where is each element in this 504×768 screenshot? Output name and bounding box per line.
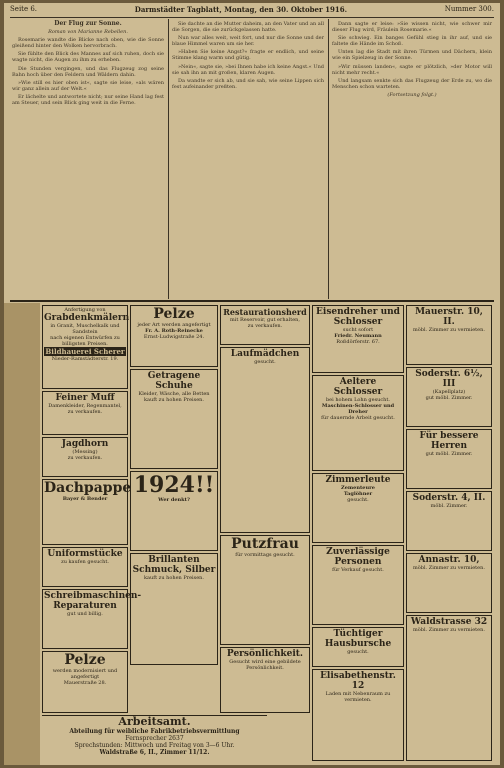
- article-column-1: [12, 21, 164, 297]
- ad-line: gut und billig.: [67, 611, 103, 617]
- ad-line: mit Reservoir, gut erhalten,: [230, 317, 300, 323]
- ad-headline: Laufmädchen: [230, 349, 300, 359]
- paragraph: Da wandte er sich ab, und sie sah, wie seine Lippen sich fest aufeinander preßten.: [172, 77, 324, 90]
- ad-line: gut möbl. Zimmer.: [425, 395, 473, 401]
- paragraph: »Haben Sie keine Angst?« fragte er endlich, und seine Stimme klang warm und gütig.: [172, 49, 324, 62]
- ad-line: werden modernisiert und angefertigt: [52, 668, 118, 680]
- ad-line: zu verkaufen.: [67, 409, 103, 415]
- ad-jagdhorn: [42, 437, 128, 477]
- ad-persoenlichkeit: [220, 647, 310, 713]
- torn-edge: [4, 303, 40, 765]
- ad-headline: Schreibmaschinen-: [44, 591, 142, 601]
- ad-headline: Grabdenkmälern: [44, 313, 130, 323]
- ad-annastr: [406, 553, 492, 613]
- ad-address: Ernst-Ludwigstraße 24.: [143, 334, 205, 340]
- ad-line: Kleider, Wäsche, alle Betten: [138, 391, 210, 397]
- ad-dachpappe: [42, 479, 132, 545]
- ad-line: Maschinen-Schlosser und Dreher: [321, 403, 395, 415]
- ad-line: jeder Art werden angefertigt: [137, 322, 211, 328]
- ad-headline: Persönlichkeit.: [226, 649, 304, 659]
- ad-schlosser: [312, 375, 404, 471]
- ad-line: zu verkaufen.: [67, 455, 103, 461]
- paragraph: Sie schwieg. Ein banges Gefühl stieg in ihr auf, und sie faltete die Hände im Schoß.: [332, 35, 492, 48]
- ad-line: (Messing): [72, 449, 98, 455]
- masthead: Darmstädter Tagblatt, Montag, den 30. Oktober 1916.: [134, 5, 348, 14]
- paragraph: Sie fühlte den Blick des Mannes auf sich ruhen, doch sie wagte nicht, die Augen zu ihm zu erheben.: [12, 51, 164, 64]
- ad-pelze-bottom: [42, 651, 128, 713]
- paragraph: Sie dachte an die Mutter daheim, an den Vater und an all die Sorgen, die sie zurückgelassen hatte.: [172, 21, 324, 34]
- ad-line: möbl. Zimmer zu vermieten.: [413, 565, 485, 571]
- ad-line: möbl. Zimmer zu vermieten.: [413, 627, 485, 633]
- ad-line: kauft zu hohen Preisen.: [144, 397, 204, 403]
- ad-headline: Uniformstücke: [47, 549, 123, 559]
- paragraph: »Wie still es hier oben ist«, sagte sie leise, »als wären wir ganz allein auf der Welt.«: [12, 79, 164, 92]
- ad-line: in Granit, Muschelkalk und Sandstein: [50, 323, 120, 335]
- ad-line: sucht sofort: [342, 327, 374, 333]
- ad-laufmaedchen: [220, 347, 310, 533]
- ad-zimmerleute: [312, 473, 404, 543]
- column-divider: [168, 19, 169, 299]
- ad-firm: Friedr. Neumann: [334, 333, 382, 339]
- ad-line: Laden mit Nebenraum zu vermieten.: [325, 691, 391, 703]
- ad-headline: Pelze: [153, 306, 195, 322]
- ad-headline: Annastr. 10,: [418, 555, 480, 565]
- continuation-note: (Fortsetzung folgt.): [387, 91, 437, 98]
- article-title: Der Flug zur Sonne.: [54, 20, 122, 27]
- paragraph: Und langsam senkte sich das Flugzeug der Erde zu, wo die Menschen schon warteten.: [332, 77, 492, 90]
- ad-address: Waldstraße 6, II., Zimmer 11/12.: [99, 749, 210, 756]
- ad-headline: Pelze: [64, 652, 106, 668]
- ad-grabdenkmaeler: [42, 305, 128, 389]
- paragraph: Die Stunden vergingen, und das Flugzeug zog seine Bahn hoch über den Feldern und Wäldern dahin.: [12, 65, 164, 78]
- ad-headline: Feiner Muff: [55, 393, 115, 403]
- ad-headline: Waldstrasse 32: [410, 617, 488, 627]
- ad-headline: Mauerstr. 10, II.: [415, 307, 483, 327]
- newspaper-page: [4, 3, 500, 765]
- ad-herren: [406, 429, 492, 489]
- ad-mauerstr: [406, 305, 492, 365]
- ad-line: Zementeure: [341, 485, 375, 491]
- paragraph: Nun war alles weit, weit fort, und nur die Sonne und der blaue Himmel waren um sie her.: [172, 35, 324, 48]
- ad-firm: Fr. A. Roth-Reinecke: [145, 328, 203, 334]
- ad-headline: Reparaturen: [53, 601, 117, 611]
- column-divider: [328, 19, 329, 299]
- ad-address: Nieder-Ramstädterstr. 19.: [51, 356, 119, 362]
- ad-soderstr-4: [406, 491, 492, 551]
- ad-1924: [130, 471, 218, 551]
- ad-muff: [42, 391, 128, 435]
- ad-brillanten: [130, 553, 218, 665]
- ad-line: gut möbl. Zimmer.: [425, 451, 473, 457]
- ad-line: zu kaufen gesucht.: [61, 559, 109, 565]
- ad-pelze-top: [130, 305, 218, 367]
- ad-line: Damenkleider, Regenmantel,: [48, 403, 122, 409]
- paragraph: »Wir müssen landen«, sagte er plötzlich, »der Motor will nicht mehr recht.«: [332, 63, 492, 76]
- ad-firm: Bildhauerei Scherer: [45, 347, 125, 356]
- ad-headline: Schmuck, Silber: [132, 565, 216, 575]
- page-header: [10, 5, 494, 18]
- ad-line: Abteilung für weibliche Fabrikbetriebsvermittlung: [69, 728, 240, 735]
- paragraph: Dann sagte er leise: »Sie wissen nicht, wie schwer mir dieser Flug wird, Fräulein Rosemarie.«: [332, 21, 492, 34]
- ad-schuhe: [130, 369, 218, 469]
- paragraph: »Nein«, sagte sie, »bei Ihnen habe ich keine Angst.« Und sie sah ihn an mit großen, klaren Augen.: [172, 63, 324, 76]
- ad-line: (Kapellplatz): [432, 389, 466, 395]
- paragraph: Er lächelte und antwortete nicht; nur seine Hand lag fest am Steuer, und sein Blick ging weit in die Ferne.: [12, 93, 164, 107]
- ad-line: gesucht.: [347, 497, 369, 503]
- page-label: Seite 6.: [10, 5, 38, 13]
- ad-soderstr: [406, 367, 492, 427]
- ad-line: möbl. Zimmer.: [430, 503, 468, 509]
- ad-headline: Für bessere Herren: [419, 431, 479, 451]
- ad-line: für Verkauf gesucht.: [332, 567, 384, 573]
- ad-headline: Zuverlässige Personen: [326, 547, 390, 567]
- ad-headline: Soderstr. 4, II.: [412, 493, 486, 503]
- ad-restaurationsherd: [220, 305, 310, 345]
- article-subtitle: Roman von Marianne Rebellen.: [48, 29, 128, 36]
- issue-number: Nummer 300.: [444, 5, 494, 13]
- ad-headline: 1924!!: [133, 472, 215, 498]
- ad-line: Mauerstraße 28.: [63, 680, 107, 686]
- ad-line: zu verkaufen.: [247, 323, 283, 329]
- ad-waldstrasse: [406, 615, 492, 761]
- ad-line: gesucht.: [347, 649, 369, 655]
- ad-line: Anfertigung von: [64, 307, 106, 313]
- ad-line: gesucht.: [254, 359, 276, 365]
- ad-line: Taglöhner: [343, 491, 373, 497]
- ad-line: möbl. Zimmer zu vermieten.: [413, 327, 485, 333]
- ad-arbeitsamt: [42, 715, 267, 762]
- ad-verkaufspersonen: [312, 545, 404, 625]
- ad-putzfrau: [220, 535, 310, 645]
- ad-schreibmaschinen: [42, 589, 142, 649]
- ad-headline: Soderstr. 6½, III: [415, 369, 483, 389]
- ad-address: Roßdörferstr. 67.: [336, 339, 380, 345]
- ad-line: kauft zu hohen Preisen.: [144, 575, 204, 581]
- ads-section-divider: [10, 300, 494, 302]
- ad-line: Wer denkt?: [158, 497, 190, 503]
- ad-headline: Putzfrau: [231, 536, 299, 552]
- ad-eisendreher: [312, 305, 404, 373]
- ad-headline: Eisendreher und Schlosser: [316, 307, 400, 327]
- ad-headline: Aeltere Schlosser: [333, 377, 383, 397]
- ad-headline: Zimmerleute: [325, 475, 391, 485]
- ad-headline: Jagdhorn: [61, 439, 109, 449]
- ad-headline: Dachpappe: [44, 480, 132, 496]
- ad-line: für dauernde Arbeit gesucht.: [321, 415, 395, 421]
- ad-phone: Fernsprecher 2637: [125, 735, 184, 742]
- ad-line: für vormittags gesucht.: [235, 552, 295, 558]
- ad-firm: Bayer & Bender: [62, 496, 108, 502]
- ad-headline: Restaurationsherd: [223, 307, 307, 317]
- ad-hausbursche: [312, 627, 404, 667]
- ad-headline: Getragene Schuhe: [147, 371, 201, 391]
- ad-uniformstuecke: [42, 547, 128, 587]
- ad-headline: Arbeitsamt.: [118, 715, 191, 728]
- ad-headline: Brillanten: [148, 555, 200, 565]
- ad-line: bei hohem Lohn gesucht.: [325, 397, 390, 403]
- ad-line: Gesucht wird eine gebildete Persönlichkeit.: [229, 659, 301, 671]
- paragraph: Unten lag die Stadt mit ihren Türmen und Dächern, klein wie ein Spielzeug in der Sonne.: [332, 49, 492, 62]
- paragraph: Rosemarie wandte die Blicke nach oben, wie die Sonne gleißend hinter den Wolken hervorbrach.: [12, 37, 164, 50]
- ad-headline: Elisabethenstr. 12: [320, 671, 396, 691]
- ad-hours: Sprechstunden: Mittwoch und Freitag von 3—6 Uhr.: [74, 742, 235, 749]
- ad-line: nach eigenen Entwürfen zu billigsten Preisen.: [50, 335, 120, 347]
- article-column-3: [332, 21, 492, 297]
- ad-elisabethenstr: [312, 669, 404, 761]
- ad-headline: Tüchtiger Hausbursche: [324, 629, 392, 649]
- article-column-2: [172, 21, 324, 297]
